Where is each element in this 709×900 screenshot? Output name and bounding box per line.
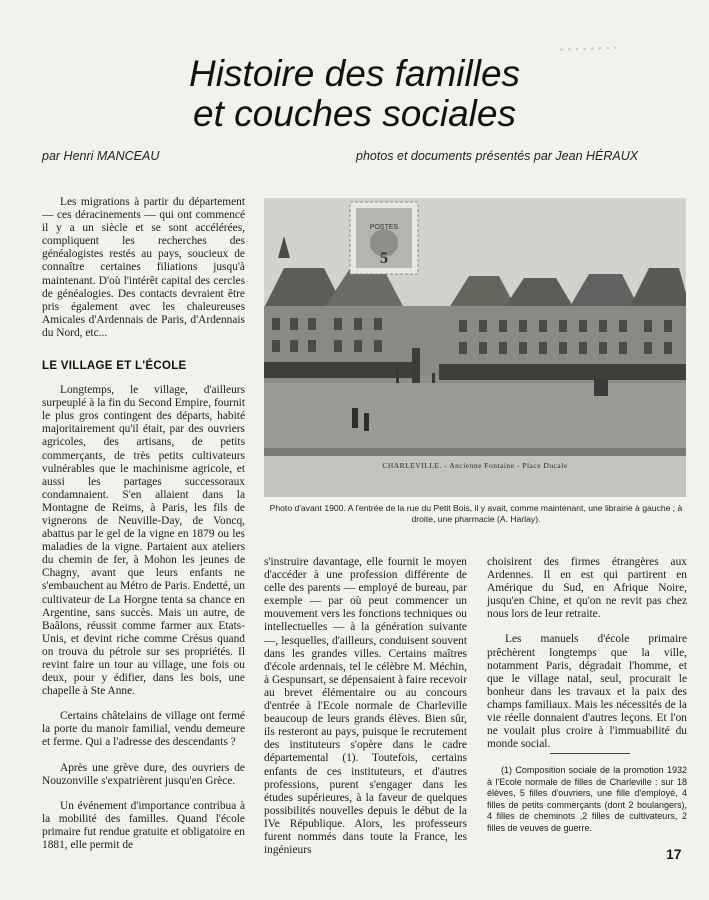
ecole-paragraph: Un événement d'importance contribua à la mobilité des familles. Quand l'école primaire fut rendue gratuite et obligatoire en 1881, elle permit de [42,799,245,852]
greve-paragraph: Après une grève dure, des ouvriers de Nouzonville s'expatrièrent jusqu'en Grèce. [42,761,245,787]
manuels-paragraph: Les manuels d'école primaire prêchèrent longtemps que la ville, notamment Paris, dégradait l'homme, et que le village natal, seul, procurait le bonheur dans les travaux et la paix des champs familiaux. Mais les nécessités de la vie réelle donnaient d'autres leçons. Et l'on ne voulait plus croire à l'immuabilité du monde social. [487,633,687,751]
firmes-paragraph: choisirent des firmes étrangères aux Ardennes. Il en est qui partirent en Amérique du Sud, en Afrique Noire, jusqu'en Chine, et qu'on ne revit pas chez nous lors de leur retraite. [487,556,687,621]
instruction-paragraph: s'instruire davantage, elle fournit le moyen d'accéder à une profession différente de celle des parents — employé de bureau, par exemple — par où peut commencer un mouvement vers les fonctions techniques ou intellectuelles — à la génération suivante —, lesquelles, d'ailleurs, conduisent souvent dans les grandes villes. Certains maîtres d'école ardennais, tel le célèbre M. Méchin, à Gespunsart, se dépensaient à faire recevoir au brevet élémentaire ou au concours d'entrée à l'Ecole normale de Charleville beaucoup de leurs grands élèves. Bien sûr, ils resteront au pays, puisque le recrutement des instituteurs s'opère dans le cadre départemental (1). Toutefois, certains enfants de ces instituteurs, et d'autres professions, purent s'engager dans les études supérieures, à la faveur de quelques possibilités nouvelles depuis le début de la IVe République. Alors, les professeurs furent nommés dans toute la France, les ingénieurs [264,556,467,857]
section-heading: LE VILLAGE ET L'ÉCOLE [42,360,187,373]
photo-credit-byline: photos et documents présentés par Jean HÉRAUX [356,149,639,163]
intro-paragraph: Les migrations à partir du département — ces déracinements — qui ont commencé il y a un siècle et se sont accélérées, compliquent les recherches des généalogistes restés au pays, soucieux de connaître certaines filiations jusqu'à maintenant. D'où l'intérêt capital des cercles de généalogies. Des contacts devraient être pris également avec les chaleureuses Amicales d'Ardennais de Paris, d'Ardennais du Nord, etc... [42,196,245,339]
footnote-rule [550,753,630,754]
page-number: 17 [666,846,682,862]
footnote [487,765,687,835]
photo-caption: Photo d'avant 1900. A l'entrée de la rue du Petit Bois, il y avait, comme maintenant, une librairie à gauche ; à droite, une pharmacie (A. Harlay). [269,503,683,524]
postcard-photo [264,198,686,497]
postcard-illustration [264,198,686,497]
article-title-line-2: et couches sociales [193,93,516,134]
village-paragraph: Longtemps, le village, d'ailleurs surpeuplé à la fin du Second Empire, fournit le plus gros contingent des départs, habité majoritairement qu'il était, par des ouvriers agricoles, des artisans, de petits commerçants, de très petits cultivateurs vulnérables que le machinisme agricole, et aussi les partages successoraux condamnaient. S'en allaient dans la Montagne de Reims, à Paris, les fils de vignerons de Neuville-Day, de Voncq, abattus par le gel de la vigne en 1879 ou les maladies de la vigne. Partaient aux ateliers du chemin de fer, à Mohon les jeunes de Chagny, avant que leurs enfants ne s'embauchent au Métro de Paris. Endetté, un cultivateur de La Horgne tenta sa chance en Argentine, sans succès. Mais un autre, de Baâlons, réussit comme farmer aux Etats-Unis, et devint riche comme Crésus quand on trouva du pétrole sur ses propriétés. Il revint faire un tour au village, une fois ou deux, pour y édifier, dans les bois, une chapelle à Ste Anne. [42,384,245,698]
column-2 [264,556,467,869]
column-3 [487,556,687,763]
author-byline: par Henri MANCEAU [42,149,160,163]
article-title-line-1: Histoire des familles [188,53,521,94]
stamp-value: 5 [380,250,388,267]
chatelains-paragraph: Certains châtelains de village ont fermé la porte du manoir familial, vendu demeure et ferme. Qui a l'adresse des descendants ? [42,710,245,749]
footnote-text: (1) Composition sociale de la promotion 1932 à l'Ecole normale de filles de Charleville : sur 18 élèves, 5 filles d'ouvriers, une fille d'employé, 4 filles de petits commerçants (dont 2 boulangers), 4 filles de cheminots ,2 filles de cultivateurs, 2 filles de veuves de guerre. [487,765,687,833]
stamp-label: POSTES [369,224,399,231]
bleed-through-text: ▪ ▪ ▪ ▪ ▪ ▪ ▪ ▪ [559,42,619,55]
postcard-title: CHARLEVILLE. - Ancienne Fontaine - Place Ducale [382,461,568,470]
column-1 [42,196,245,852]
